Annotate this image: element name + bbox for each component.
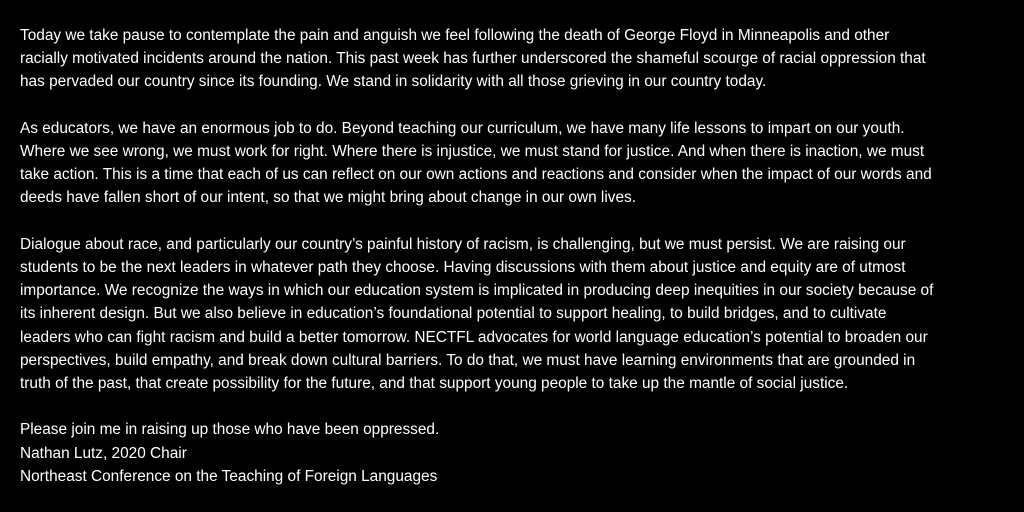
statement-text: [20, 24, 1020, 488]
closing-line: Please join me in raising up those who have been oppressed.: [20, 421, 440, 439]
signature-block: [20, 418, 1020, 488]
signer-name: Nathan Lutz, 2020 Chair: [20, 444, 187, 462]
organization-name: Northeast Conference on the Teaching of Foreign Languages: [20, 467, 438, 485]
paragraph-solidarity: Today we take pause to contemplate the pain and anguish we feel following the death of George Floyd in Minneapolis and other racially motivated incidents around the nation. This past week has further underscored the shameful scourge of racial oppression that has pervaded our country since its founding. We stand in solidarity with all those grieving in our country today.: [20, 27, 926, 91]
paragraph-educators: As educators, we have an enormous job to do. Beyond teaching our curriculum, we have many life lessons to impart on our youth. Where we see wrong, we must work for right. Where there is injustice, we must stand for justice. And when there is inaction, we must take action. This is a time that each of us can reflect on our own actions and reactions and consider when the impact of our words and deeds have fallen short of our intent, so that we might bring about change in our own lives.: [20, 119, 932, 207]
paragraph-dialogue: Dialogue about race, and particularly our country’s painful history of racism, is challenging, but we must persist. We are raising our students to be the next leaders in whatever path they choose. Having discussions with them about justice and equity are of utmost importance. We recognize the ways in which our education system is implicated in producing deep inequities in our society because of its inherent design. But we also believe in education’s foundational potential to support healing, to build bridges, and to cultivate leaders who can fight racism and build a better tomorrow. NECTFL advocates for world language education’s potential to broaden our perspectives, build empathy, and break down cultural barriers. To do that, we must have learning environments that are grounded in truth of the past, that create possibility for the future, and that support young people to take up the mantle of social justice.: [20, 235, 934, 393]
